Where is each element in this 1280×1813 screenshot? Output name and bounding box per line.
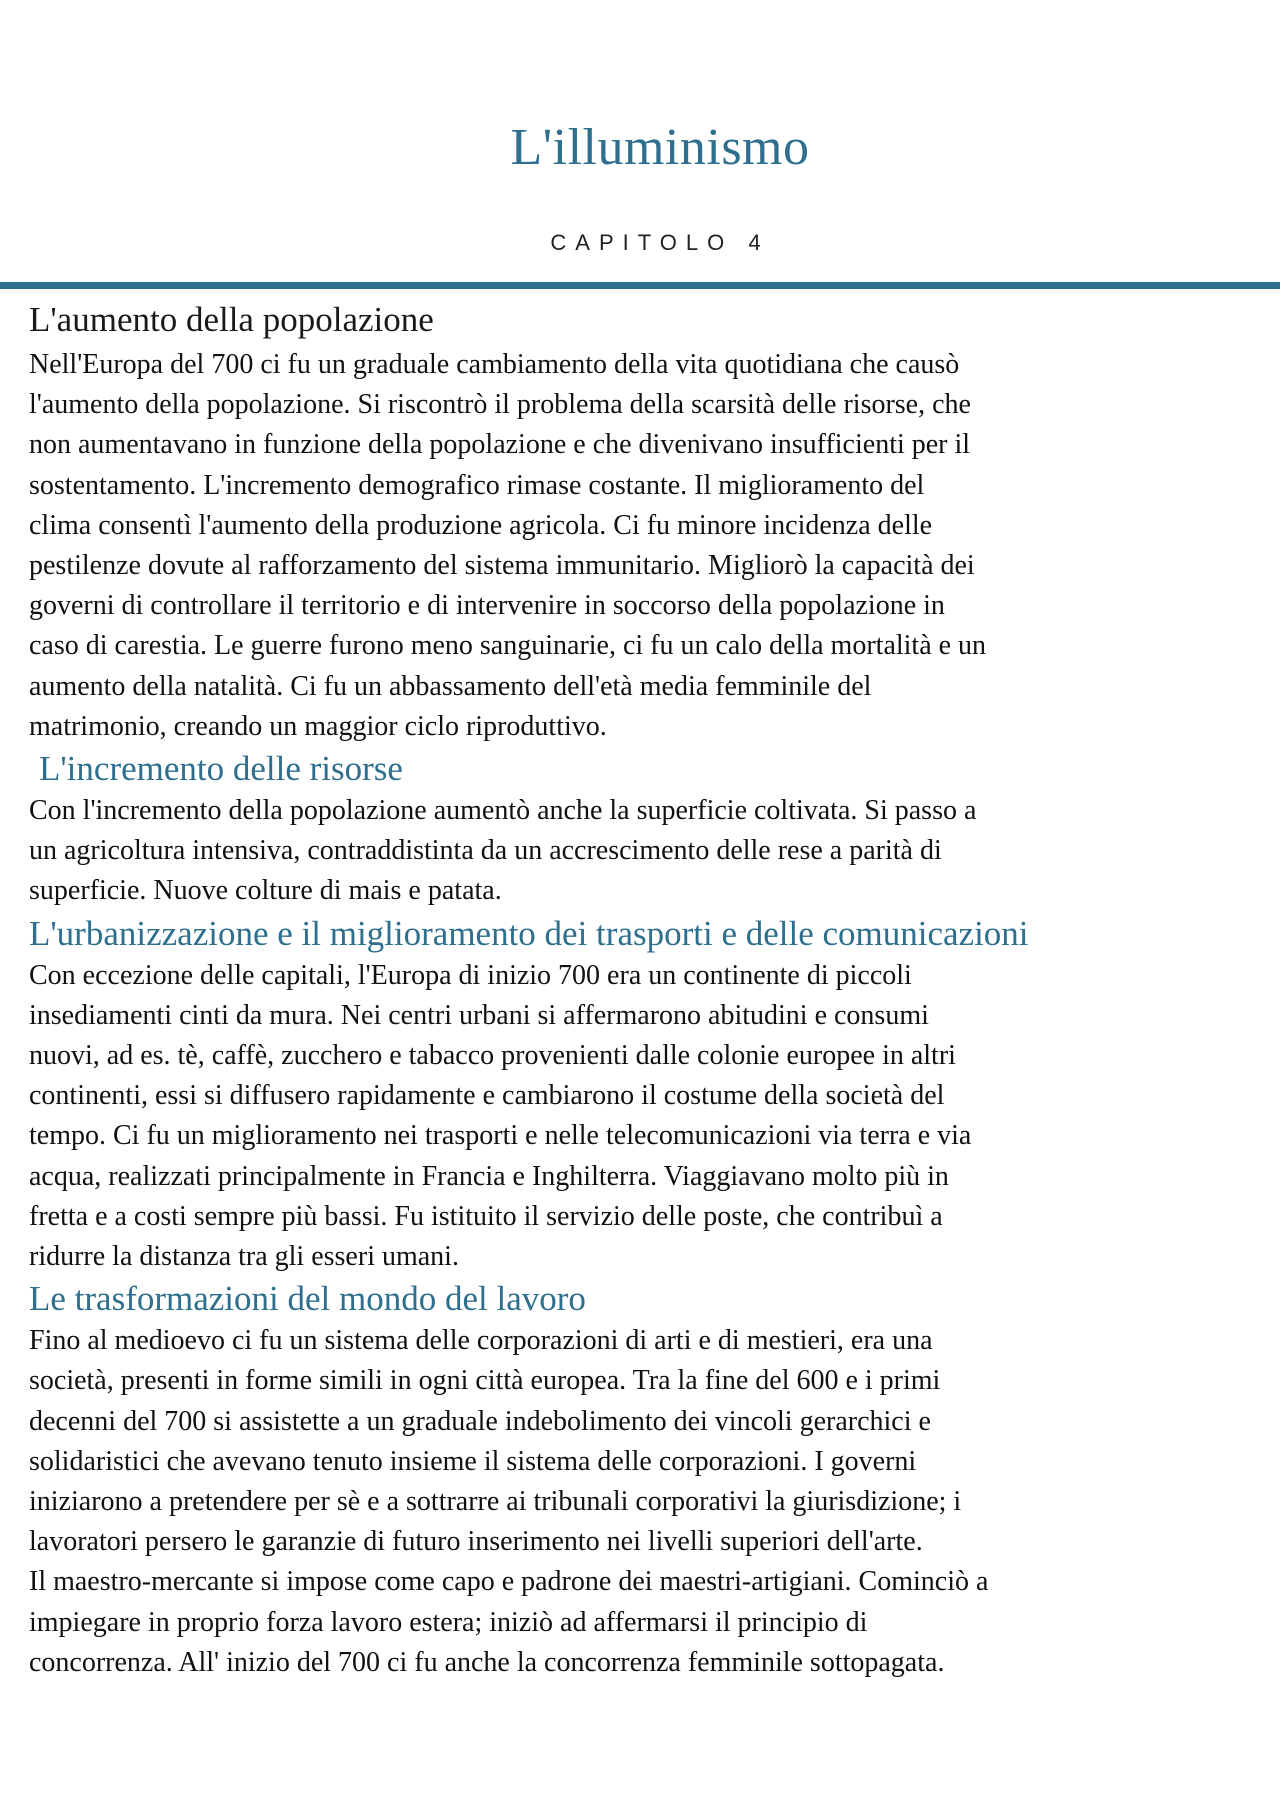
text-line: clima consentì l'aumento della produzione agricola. Ci fu minore incidenza delle xyxy=(29,509,933,541)
section-paragraph xyxy=(29,956,1254,1278)
text-line: governi di controllare il territorio e di intervenire in soccorso della popolazione in xyxy=(29,590,945,622)
text-line: ridurre la distanza tra gli esseri umani. xyxy=(29,1241,459,1273)
text-line: società, presenti in forme simili in ogni città europea. Tra la fine del 600 e i primi xyxy=(29,1365,941,1397)
section-paragraph xyxy=(29,1321,1254,1683)
text-line: caso di carestia. Le guerre furono meno sanguinarie, ci fu un calo della mortalità e un xyxy=(29,630,987,662)
text-line: sostentamento. L'incremento demografico rimase costante. Il miglioramento del xyxy=(29,469,925,501)
text-line: non aumentavano in funzione della popolazione e che divenivano insufficienti per il xyxy=(29,429,971,461)
text-line: matrimonio, creando un maggior ciclo riproduttivo. xyxy=(29,710,607,742)
text-line: nuovi, ad es. tè, caffè, zucchero e tabacco provenienti dalle colonie europee in altri xyxy=(29,1040,956,1072)
text-line: Nell'Europa del 700 ci fu un graduale cambiamento della vita quotidiana che causò xyxy=(29,349,960,380)
document-body xyxy=(29,295,1254,1683)
section-heading: L'aumento della popolazione xyxy=(29,300,434,339)
text-line: continenti, essi si diffusero rapidamente e cambiarono il costume della società del xyxy=(29,1080,945,1112)
text-line: Con l'incremento della popolazione aumentò anche la superficie coltivata. Si passo a xyxy=(29,795,977,827)
text-line: acqua, realizzati principalmente in Francia e Inghilterra. Viaggiavano molto più in xyxy=(29,1160,949,1192)
text-line: tempo. Ci fu un miglioramento nei trasporti e nelle telecomunicazioni via terra e via xyxy=(29,1120,972,1152)
header-divider xyxy=(0,282,1280,289)
text-line: aumento della natalità. Ci fu un abbassamento dell'età media femminile del xyxy=(29,670,872,702)
text-line: superficie. Nuove colture di mais e patata. xyxy=(29,875,502,907)
chapter-label: CAPITOLO 4 xyxy=(550,230,770,255)
text-line: solidaristici che avevano tenuto insieme il sistema delle corporazioni. I governi xyxy=(29,1445,917,1477)
text-line: l'aumento della popolazione. Si riscontrò il problema della scarsità delle risorse, che xyxy=(29,389,971,421)
text-line: un agricoltura intensiva, contraddistinta da un accrescimento delle rese a parità di xyxy=(29,835,942,867)
text-line: decenni del 700 si assistette a un graduale indebolimento dei vincoli gerarchici e xyxy=(29,1405,931,1437)
document-title: L'illuminismo xyxy=(510,119,810,176)
section-paragraph xyxy=(29,791,1254,912)
text-line: insediamenti cinti da mura. Nei centri urbani si affermarono abitudini e consumi xyxy=(29,999,929,1031)
text-line: fretta e a costi sempre più bassi. Fu istituito il servizio delle poste, che contribuì a xyxy=(29,1200,943,1232)
section-heading: Le trasformazioni del mondo del lavoro xyxy=(29,1279,586,1319)
text-line: concorrenza. All' inizio del 700 ci fu anche la concorrenza femminile sottopagata. xyxy=(29,1646,945,1678)
text-line: Con eccezione delle capitali, l'Europa di inizio 700 era un continente di piccoli xyxy=(29,959,912,991)
section-paragraph xyxy=(29,345,1254,747)
section-heading: L'urbanizzazione e il miglioramento dei trasporti e delle comunicazioni xyxy=(29,913,1029,953)
text-line: Il maestro-mercante si impose come capo e padrone dei maestri-artigiani. Cominciò a xyxy=(29,1566,989,1598)
text-line: Fino al medioevo ci fu un sistema delle corporazioni di arti e di mestieri, era una xyxy=(29,1325,933,1357)
text-line: pestilenze dovute al rafforzamento del sistema immunitario. Migliorò la capacità dei xyxy=(29,550,975,582)
section-heading: L'incremento delle risorse xyxy=(39,749,403,789)
text-line: lavoratori persero le garanzie di futuro inserimento nei livelli superiori dell'arte. xyxy=(29,1526,923,1558)
text-line: impiegare in proprio forza lavoro estera; iniziò ad affermarsi il principio di xyxy=(29,1606,868,1638)
text-line: iniziarono a pretendere per sè e a sottrarre ai tribunali corporativi la giurisdizione; i xyxy=(29,1486,962,1518)
